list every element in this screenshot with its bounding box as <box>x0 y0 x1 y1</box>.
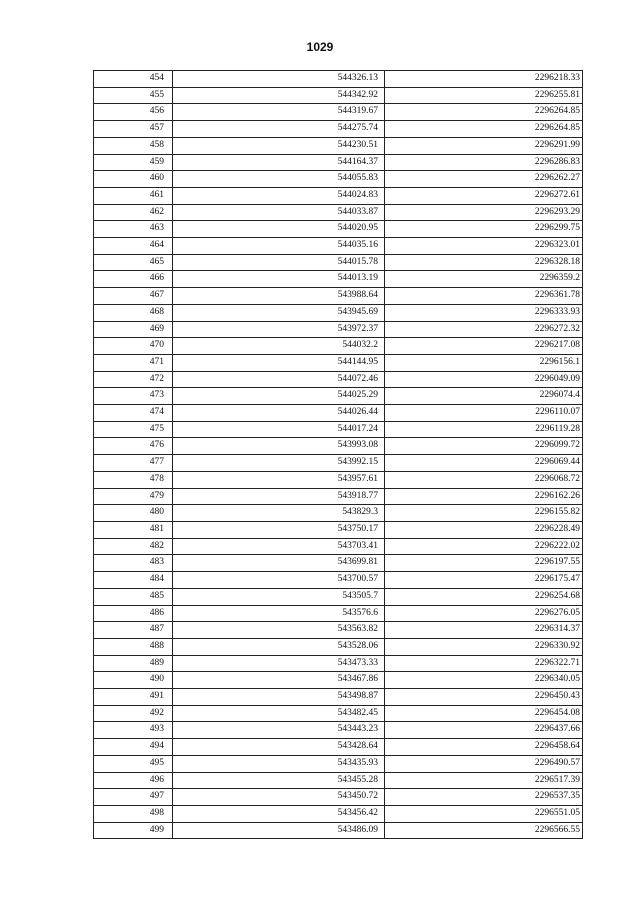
x-coordinate-cell: 543456.42 <box>173 805 385 822</box>
y-coordinate-cell: 2296197.55 <box>385 555 583 572</box>
x-coordinate-cell: 543918.77 <box>173 488 385 505</box>
x-coordinate-cell: 543972.37 <box>173 321 385 338</box>
x-coordinate-cell: 544164.37 <box>173 154 385 171</box>
x-coordinate-cell: 544015.78 <box>173 254 385 271</box>
y-coordinate-cell: 2296228.49 <box>385 521 583 538</box>
table-row <box>94 789 583 806</box>
x-coordinate-cell: 543945.69 <box>173 304 385 321</box>
table-row <box>94 488 583 505</box>
table-row <box>94 171 583 188</box>
y-coordinate-cell: 2296517.39 <box>385 772 583 789</box>
point-number-cell: 489 <box>94 655 173 672</box>
x-coordinate-cell: 543699.81 <box>173 555 385 572</box>
x-coordinate-cell: 543482.45 <box>173 705 385 722</box>
point-number-cell: 482 <box>94 538 173 555</box>
table-row <box>94 421 583 438</box>
table-row <box>94 505 583 522</box>
y-coordinate-cell: 2296330.92 <box>385 638 583 655</box>
page-number: 1029 <box>306 40 334 54</box>
y-coordinate-cell: 2296068.72 <box>385 471 583 488</box>
point-number-cell: 478 <box>94 471 173 488</box>
y-coordinate-cell: 2296299.75 <box>385 221 583 238</box>
x-coordinate-cell: 544017.24 <box>173 421 385 438</box>
x-coordinate-cell: 544035.16 <box>173 238 385 255</box>
point-number-cell: 485 <box>94 588 173 605</box>
y-coordinate-cell: 2296254.68 <box>385 588 583 605</box>
x-coordinate-cell: 544013.19 <box>173 271 385 288</box>
point-number-cell: 496 <box>94 772 173 789</box>
y-coordinate-cell: 2296450.43 <box>385 689 583 706</box>
x-coordinate-cell: 543443.23 <box>173 722 385 739</box>
table-row <box>94 655 583 672</box>
point-number-cell: 468 <box>94 304 173 321</box>
point-number-cell: 455 <box>94 87 173 104</box>
point-number-cell: 462 <box>94 204 173 221</box>
point-number-cell: 456 <box>94 104 173 121</box>
point-number-cell: 454 <box>94 71 173 88</box>
point-number-cell: 457 <box>94 121 173 138</box>
table-row <box>94 805 583 822</box>
table-row <box>94 288 583 305</box>
y-coordinate-cell: 2296162.26 <box>385 488 583 505</box>
table-row <box>94 672 583 689</box>
table-row <box>94 204 583 221</box>
point-number-cell: 494 <box>94 739 173 756</box>
y-coordinate-cell: 2296328.18 <box>385 254 583 271</box>
x-coordinate-cell: 544020.95 <box>173 221 385 238</box>
table-row <box>94 87 583 104</box>
y-coordinate-cell: 2296276.05 <box>385 605 583 622</box>
y-coordinate-cell: 2296437.66 <box>385 722 583 739</box>
x-coordinate-cell: 544026.44 <box>173 405 385 422</box>
point-number-cell: 472 <box>94 371 173 388</box>
point-number-cell: 480 <box>94 505 173 522</box>
y-coordinate-cell: 2296361.78 <box>385 288 583 305</box>
y-coordinate-cell: 2296119.28 <box>385 421 583 438</box>
table-row <box>94 722 583 739</box>
table-row <box>94 772 583 789</box>
table-row <box>94 154 583 171</box>
table-row <box>94 338 583 355</box>
point-number-cell: 465 <box>94 254 173 271</box>
y-coordinate-cell: 2296359.2 <box>385 271 583 288</box>
table-row <box>94 555 583 572</box>
x-coordinate-cell: 544032.2 <box>173 338 385 355</box>
table-row <box>94 622 583 639</box>
y-coordinate-cell: 2296291.99 <box>385 137 583 154</box>
x-coordinate-cell: 544024.83 <box>173 187 385 204</box>
point-number-cell: 475 <box>94 421 173 438</box>
table-row <box>94 705 583 722</box>
table-row <box>94 471 583 488</box>
x-coordinate-cell: 543829.3 <box>173 505 385 522</box>
point-number-cell: 461 <box>94 187 173 204</box>
point-number-cell: 476 <box>94 438 173 455</box>
y-coordinate-cell: 2296566.55 <box>385 822 583 839</box>
table-row <box>94 455 583 472</box>
y-coordinate-cell: 2296262.27 <box>385 171 583 188</box>
x-coordinate-cell: 543528.06 <box>173 638 385 655</box>
point-number-cell: 499 <box>94 822 173 839</box>
x-coordinate-cell: 544072.46 <box>173 371 385 388</box>
x-coordinate-cell: 544326.13 <box>173 71 385 88</box>
point-number-cell: 493 <box>94 722 173 739</box>
y-coordinate-cell: 2296255.81 <box>385 87 583 104</box>
y-coordinate-cell: 2296458.64 <box>385 739 583 756</box>
table-row <box>94 187 583 204</box>
x-coordinate-cell: 544230.51 <box>173 137 385 154</box>
point-number-cell: 495 <box>94 755 173 772</box>
table-row <box>94 271 583 288</box>
y-coordinate-cell: 2296217.08 <box>385 338 583 355</box>
x-coordinate-cell: 544319.67 <box>173 104 385 121</box>
x-coordinate-cell: 544055.83 <box>173 171 385 188</box>
table-row <box>94 605 583 622</box>
y-coordinate-cell: 2296155.82 <box>385 505 583 522</box>
point-number-cell: 497 <box>94 789 173 806</box>
point-number-cell: 474 <box>94 405 173 422</box>
x-coordinate-cell: 543435.93 <box>173 755 385 772</box>
x-coordinate-cell: 544033.87 <box>173 204 385 221</box>
table-row <box>94 405 583 422</box>
x-coordinate-cell: 544275.74 <box>173 121 385 138</box>
point-number-cell: 466 <box>94 271 173 288</box>
x-coordinate-cell: 543450.72 <box>173 789 385 806</box>
x-coordinate-cell: 543993.08 <box>173 438 385 455</box>
x-coordinate-cell: 543505.7 <box>173 588 385 605</box>
y-coordinate-cell: 2296551.05 <box>385 805 583 822</box>
table-row <box>94 371 583 388</box>
y-coordinate-cell: 2296322.71 <box>385 655 583 672</box>
y-coordinate-cell: 2296537.35 <box>385 789 583 806</box>
point-number-cell: 490 <box>94 672 173 689</box>
coordinates-table <box>93 70 583 839</box>
x-coordinate-cell: 543703.41 <box>173 538 385 555</box>
table-row <box>94 238 583 255</box>
table-row <box>94 438 583 455</box>
table-row <box>94 739 583 756</box>
y-coordinate-cell: 2296175.47 <box>385 572 583 589</box>
y-coordinate-cell: 2296264.85 <box>385 104 583 121</box>
y-coordinate-cell: 2296454.08 <box>385 705 583 722</box>
y-coordinate-cell: 2296222.02 <box>385 538 583 555</box>
x-coordinate-cell: 543455.28 <box>173 772 385 789</box>
y-coordinate-cell: 2296110.07 <box>385 405 583 422</box>
table-row <box>94 755 583 772</box>
x-coordinate-cell: 543988.64 <box>173 288 385 305</box>
point-number-cell: 473 <box>94 388 173 405</box>
y-coordinate-cell: 2296074.4 <box>385 388 583 405</box>
y-coordinate-cell: 2296286.83 <box>385 154 583 171</box>
table-row <box>94 254 583 271</box>
point-number-cell: 491 <box>94 689 173 706</box>
y-coordinate-cell: 2296069.44 <box>385 455 583 472</box>
point-number-cell: 459 <box>94 154 173 171</box>
point-number-cell: 463 <box>94 221 173 238</box>
table-row <box>94 354 583 371</box>
y-coordinate-cell: 2296218.33 <box>385 71 583 88</box>
point-number-cell: 460 <box>94 171 173 188</box>
table-row <box>94 121 583 138</box>
point-number-cell: 483 <box>94 555 173 572</box>
y-coordinate-cell: 2296049.09 <box>385 371 583 388</box>
y-coordinate-cell: 2296323.01 <box>385 238 583 255</box>
x-coordinate-cell: 543750.17 <box>173 521 385 538</box>
x-coordinate-cell: 543992.15 <box>173 455 385 472</box>
point-number-cell: 486 <box>94 605 173 622</box>
x-coordinate-cell: 543428.64 <box>173 739 385 756</box>
x-coordinate-cell: 544342.92 <box>173 87 385 104</box>
x-coordinate-cell: 543473.33 <box>173 655 385 672</box>
y-coordinate-cell: 2296272.61 <box>385 187 583 204</box>
x-coordinate-cell: 543576.6 <box>173 605 385 622</box>
point-number-cell: 484 <box>94 572 173 589</box>
y-coordinate-cell: 2296272.32 <box>385 321 583 338</box>
table-row <box>94 572 583 589</box>
x-coordinate-cell: 543498.87 <box>173 689 385 706</box>
x-coordinate-cell: 544144.95 <box>173 354 385 371</box>
y-coordinate-cell: 2296340.05 <box>385 672 583 689</box>
table-row <box>94 104 583 121</box>
point-number-cell: 487 <box>94 622 173 639</box>
y-coordinate-cell: 2296293.29 <box>385 204 583 221</box>
point-number-cell: 464 <box>94 238 173 255</box>
table-row <box>94 822 583 839</box>
y-coordinate-cell: 2296333.93 <box>385 304 583 321</box>
point-number-cell: 458 <box>94 137 173 154</box>
table-row <box>94 521 583 538</box>
x-coordinate-cell: 543700.57 <box>173 572 385 589</box>
x-coordinate-cell: 543957.61 <box>173 471 385 488</box>
y-coordinate-cell: 2296264.85 <box>385 121 583 138</box>
table-row <box>94 388 583 405</box>
table-row <box>94 137 583 154</box>
point-number-cell: 467 <box>94 288 173 305</box>
table-row <box>94 321 583 338</box>
table-row <box>94 304 583 321</box>
point-number-cell: 479 <box>94 488 173 505</box>
point-number-cell: 469 <box>94 321 173 338</box>
y-coordinate-cell: 2296156.1 <box>385 354 583 371</box>
point-number-cell: 477 <box>94 455 173 472</box>
point-number-cell: 470 <box>94 338 173 355</box>
x-coordinate-cell: 543563.82 <box>173 622 385 639</box>
table-row <box>94 221 583 238</box>
table-row <box>94 538 583 555</box>
y-coordinate-cell: 2296490.57 <box>385 755 583 772</box>
x-coordinate-cell: 544025.29 <box>173 388 385 405</box>
y-coordinate-cell: 2296099.72 <box>385 438 583 455</box>
y-coordinate-cell: 2296314.37 <box>385 622 583 639</box>
coordinates-table-body <box>94 71 583 839</box>
point-number-cell: 488 <box>94 638 173 655</box>
table-row <box>94 638 583 655</box>
point-number-cell: 498 <box>94 805 173 822</box>
table-row <box>94 588 583 605</box>
table-row <box>94 689 583 706</box>
x-coordinate-cell: 543467.86 <box>173 672 385 689</box>
point-number-cell: 492 <box>94 705 173 722</box>
point-number-cell: 471 <box>94 354 173 371</box>
x-coordinate-cell: 543486.09 <box>173 822 385 839</box>
point-number-cell: 481 <box>94 521 173 538</box>
table-row <box>94 71 583 88</box>
